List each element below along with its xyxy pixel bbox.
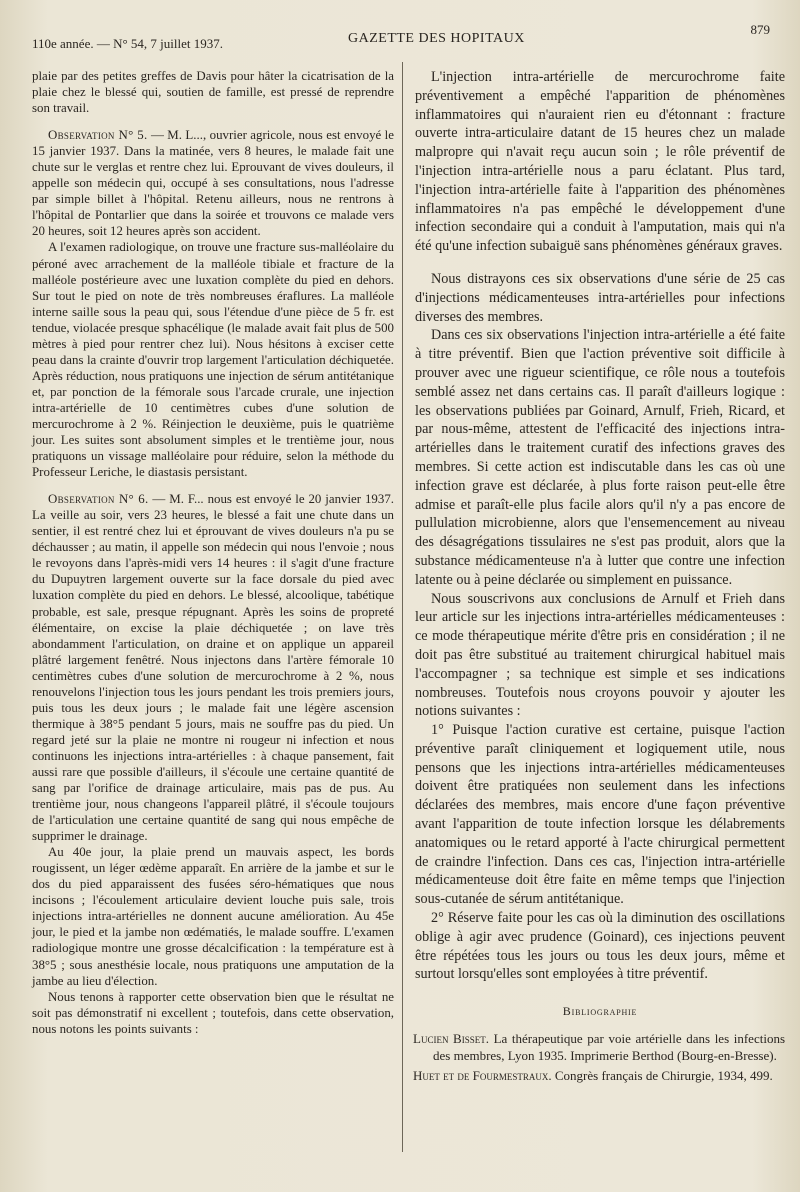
paragraph: Nous distrayons ces six observations d'une série de 25 cas d'injections médicamenteuses intra-artérielles pour infections diverses des membres. xyxy=(415,270,785,325)
observation-text: — M. F... nous est envoyé le 20 janvier 1937. La veille au soir, vers 23 heures, le blessé a fait une chute dans un sentier, il est rentré chez lui et éprouvant de vives douleurs n'a pu se déchausser ; au matin, il appelle son médecin qui nous l'envoie ; nous le revoyons dans l'après-midi vers 14 heures : il s'agit d'une fracture du Dupuytren largement ouverte sur la face dorsale du pied avec luxation complète du pied en dehors. Le blessé, alcoolique, tabétique probable, est sale, presque répugnant. Après les soins de propreté élémentaire, on excise la plaie déchiquetée ; on lave très abondamment l'articulation, on draine et on applique un appareil plâtré largement fenêtré. Nous injectons dans l'artère fémorale 10 centimètres cubes d'une solution de mercurochrome à 2 %, nous renouvelons l'injection tous les jours pendant les trois premiers jours, puis tous les deux jours ; le malade fait une légère ascension thermique à 38°5 pendant 5 jours, mais ne souffre pas du pied. Un regard jeté sur la plaie ne montre ni rougeur ni infection et nous continuons les injections intra-artérielles : à chaque pansement, fait aussi rare que possible d'ailleurs, il s'écoule une certaine quantité de sang par l'orifice de drainage articulaire, mais pas de pus. Au trentième jour, nous changeons l'appareil plâtré, il s'écoule toujours de l'articulation une certaine quantité de sang qui nous empêche de supprimer le drainage. xyxy=(32,492,394,844)
observation-5 xyxy=(32,127,394,239)
page-header xyxy=(30,22,770,52)
reference-author: Lucien Bisset. xyxy=(413,1031,489,1047)
spacer xyxy=(415,256,785,270)
paragraph: L'injection intra-artérielle de mercurochrome faite préventivement a empêché l'apparition de phénomènes inflammatoires qui n'auraient rien eu d'étonnant : fracture ouverte intra-articulaire datant de 15 heures chez un malade malpropre qui n'avait reçu aucun soin ; le rôle préventif de l'injection intra-artérielle nous a paru éclatant. Plus tard, l'injection intra-artérielle faite à l'apparition des phénomènes inflammatoires n'a pas empêché le développement d'une infection secondaire qui a conduit à l'amputation, mais qui n'a été qu'une infection subaiguë sans phénomènes généraux graves. xyxy=(415,69,785,255)
column-divider xyxy=(402,62,403,1152)
reference-text: Congrès français de Chirurgie, 1934, 499. xyxy=(551,1067,773,1083)
paragraph: Nous souscrivons aux conclusions de Arnulf et Frieh dans leur article sur les injections intra-artérielles médicamenteuses : ce mode thérapeutique mérite d'être pris en considération ; il ne doit pas être substitué au traitement chirurgical habituel mais l'accompagner ; sa technique est simple et ses indications nombreuses. Toutefois nous croyons pouvoir y ajouter les notions suivantes : xyxy=(415,590,785,720)
paragraph: 1° Puisque l'action curative est certaine, puisque l'action préventive paraît cliniquement et logiquement utile, nous pensons que les injections intra-artérielles médicamenteuses doivent être pratiquées non seulement dans les infections déclarées des membres, mais encore d'une façon préventive avant l'apparition de toute infection lorsque les délabrements anatomiques ou le retard apporté à l'acte chirurgical permettent de craindre l'infection. Dans ces cas, l'injection intra-artérielle médicamenteuse doit être faite en même temps que l'injection sous-cutanée de sérum antitétanique. xyxy=(415,722,785,908)
paragraph: A l'examen radiologique, on trouve une fracture sus-malléolaire du péroné avec arrachement de la malléole tibiale et fracture de la malléole postérieure avec une luxation complète du pied en dehors. Sur tout le pied on note de très nombreuses éraflures. La malléole interne saille sous la peau qui, sous l'étendue d'une pièce de 5 fr. est tendue, violacée presque sphacélique (le malade avait fait plus de 500 mètres à pied pour rentrer chez lui). Nous hésitons à exciser cette peau dans la crainte d'ouvrir trop largement l'articulation déchiquetée. Après réduction, nous pratiquons une injection de sérum antitétanique et, par ponction de la fémorale sous l'arcade crurale, une injection intra-artérielle de 10 centimètres cubes d'une solution de mercurochrome à 2 %. Réinjection le deuxième, puis le quatrième jour. Les suites sont absolument simples et le trentième jour, nous pratiquons un vissage malléolaire pour réduire, selon la méthode du Professeur Leriche, le diastasis persistant. xyxy=(32,240,394,480)
paragraph: plaie par des petites greffes de Davis pour hâter la cicatrisation de la plaie chez le blessé qui, soutien de famille, est pressé de reprendre son travail. xyxy=(32,69,394,116)
paragraph: 2° Réserve faite pour les cas où la diminution des oscillations oblige à agir avec prudence (Goinard), ces injections peuvent être répétées tous les jours ou tous les deux jours, même et surtout lorsqu'elles sont employées à titre préventif. xyxy=(415,910,785,983)
left-column xyxy=(32,68,394,1037)
observation-text: — M. L..., ouvrier agricole, nous est envoyé le 15 janvier 1937. Dans la matinée, vers 8 heures, le malade fait une chute sur le verglas et rentre chez lui. Eprouvant de vives douleurs, il appelle son médecin qui, occupé à ses consultations, nous l'adresse par simple billet à l'hôpital. Retenu ailleurs, nous ne rentrons à l'hôpital de Pontarlier que dans la soirée et trouvons ce malade vers 20 heures, soit 12 heures après son accident. xyxy=(32,128,394,239)
issue-info: 110e année. — N° 54, 7 juillet 1937. xyxy=(32,36,224,51)
journal-title: GAZETTE DES HOPITAUX xyxy=(348,31,525,46)
spacer xyxy=(32,116,394,127)
reference-2 xyxy=(411,1068,785,1085)
page-number: 879 xyxy=(750,22,770,37)
reference-author: Huet et de Fourmestraux. xyxy=(413,1067,552,1083)
paragraph: Au 40e jour, la plaie prend un mauvais aspect, les bords rougissent, un léger œdème apparaît. En arrière de la jambe et sur le dos du pied apparaissent des fusées séro-hématiques que nous incisons ; l'écoulement articulaire devient louche puis sale, trois injections intra-artérielles ne donnent aucune amélioration. Au 45e jour, le pied et la jambe non œdématiés, le malade souffre. L'examen radiologique montre une grosse décalcification : la température est à 38°5 ; sous anesthésie locale, nous pratiquons une amputation de la jambe au lieu d'élection. xyxy=(32,845,394,988)
observation-title: Observation N° 6. xyxy=(48,492,149,507)
spacer xyxy=(32,480,394,491)
observation-title: Observation N° 5. xyxy=(48,128,148,143)
right-column xyxy=(415,68,785,1087)
reference-text: La thérapeutique par voie artérielle dans les infections des membres, Lyon 1935. Imprimerie Berthod (Bourg-en-Bresse). xyxy=(433,1031,786,1063)
paragraph: Dans ces six observations l'injection intra-artérielle a été faite à titre préventif. Bien que l'action préventive soit difficile à prouver avec une rigueur scientifique, ce rôle nous a toutefois semblé assez net dans certains cas. Il paraît d'ailleurs logique : les observations publiées par Goinard, Arnulf, Frieh, Ricard, et par nous-même, attestent de l'efficacité des injections intra-artérielles dans le traitement curatif des infections graves des membres. Si cette action est indiscutable dans les cas où une infection grave est déclarée, à plus forte raison peut-elle être admise et paraît-elle plus facile alors qu'il n'y a pas encore de pullulation microbienne, alors que l'ensemencement au niveau des désagrégations tissulaires ne s'est pas produit, alors que la substance médicamenteuse n'a à lutter que contre une infection latente ou à peine déclarée ou simplement en puissance. xyxy=(415,327,785,588)
observation-6 xyxy=(32,491,394,844)
paragraph: Nous tenons à rapporter cette observation bien que le résultat ne soit pas démonstratif ni excellent ; toutefois, dans cette observation, nous notons les points suivants : xyxy=(32,989,394,1036)
reference-1 xyxy=(411,1031,785,1065)
bibliography-heading: Bibliographie xyxy=(562,1004,638,1019)
